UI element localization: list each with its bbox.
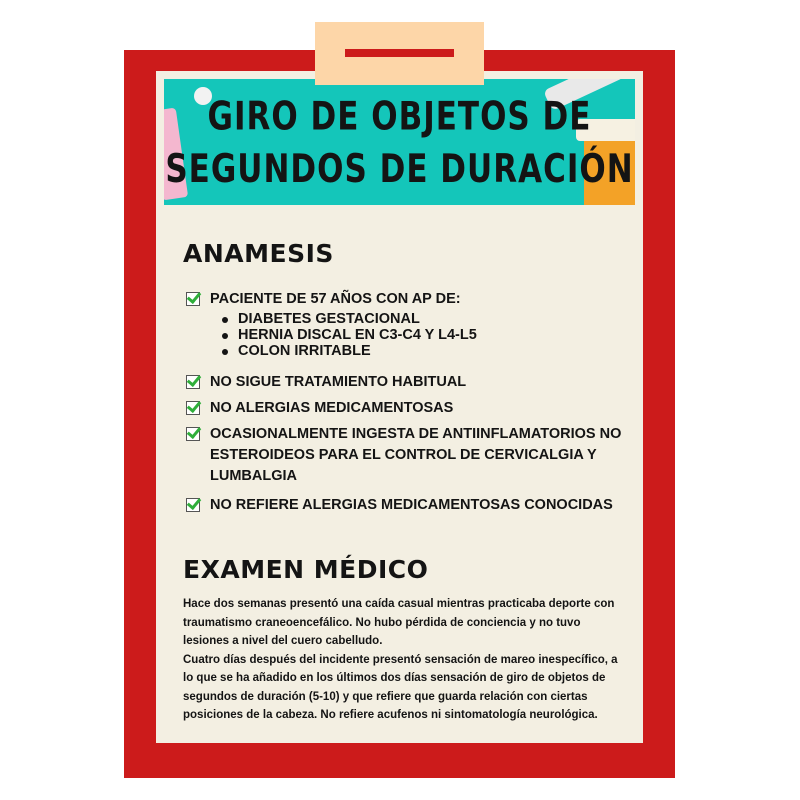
- anamnesis-list: [186, 289, 631, 516]
- item-text: OCASIONALMENTE INGESTA DE ANTIINFLAMATORIOS NO ESTEROIDEOS PARA EL CONTROL DE CERVICALGIA Y LUMBALGIA: [210, 426, 622, 484]
- sub-item: DIABETES GESTACIONAL: [238, 311, 631, 327]
- clipboard-clip: [315, 22, 484, 85]
- item-text: NO ALERGIAS MEDICAMENTOSAS: [210, 400, 454, 416]
- list-item: [186, 424, 631, 487]
- item-text: NO REFIERE ALERGIAS MEDICAMENTOSAS CONOCIDAS: [210, 497, 613, 513]
- item-text: PACIENTE DE 57 AÑOS CON AP DE:: [210, 291, 461, 307]
- anamnesis-heading: ANAMESIS: [183, 239, 334, 268]
- list-item: [186, 495, 631, 516]
- clip-bar: [345, 49, 454, 57]
- paper-sheet: [156, 71, 643, 743]
- exam-paragraph: Hace dos semanas presentó una caída casual mientras practicaba deporte con traumatismo craneoencefálico. No hubo pérdida de conciencia y no tuvo lesiones a nivel del cuero cabelludo.: [183, 598, 615, 647]
- sub-list: [210, 311, 631, 359]
- exam-paragraph: Cuatro días después del incidente presentó sensación de mareo inespecífico, a lo que se ha añadido en los últimos dos días sensación de giro de objetos de segundos de duración (5-10) y que refiere que guarda relación con ciertas posiciones de la cabeza. No refiere acufenos ni sintomatología neurológica.: [183, 653, 618, 721]
- checkbox-icon: [186, 375, 200, 389]
- exam-heading: EXAMEN MÉDICO: [183, 555, 429, 584]
- title-line-1: GIRO DE OBJETOS DE: [207, 94, 592, 140]
- title-line-2: SEGUNDOS DE DURACIÓN: [165, 146, 634, 192]
- list-item: [186, 372, 631, 393]
- title-banner: [164, 79, 635, 205]
- list-item: [186, 289, 631, 359]
- checkbox-icon: [186, 498, 200, 512]
- page-title: [164, 91, 635, 196]
- exam-body: [183, 595, 623, 725]
- checkbox-icon: [186, 427, 200, 441]
- sub-item: HERNIA DISCAL EN C3-C4 Y L4-L5: [238, 327, 631, 343]
- list-item: [186, 398, 631, 419]
- checkbox-icon: [186, 292, 200, 306]
- item-text: NO SIGUE TRATAMIENTO HABITUAL: [210, 374, 467, 390]
- checkbox-icon: [186, 401, 200, 415]
- sub-item: COLON IRRITABLE: [238, 343, 631, 359]
